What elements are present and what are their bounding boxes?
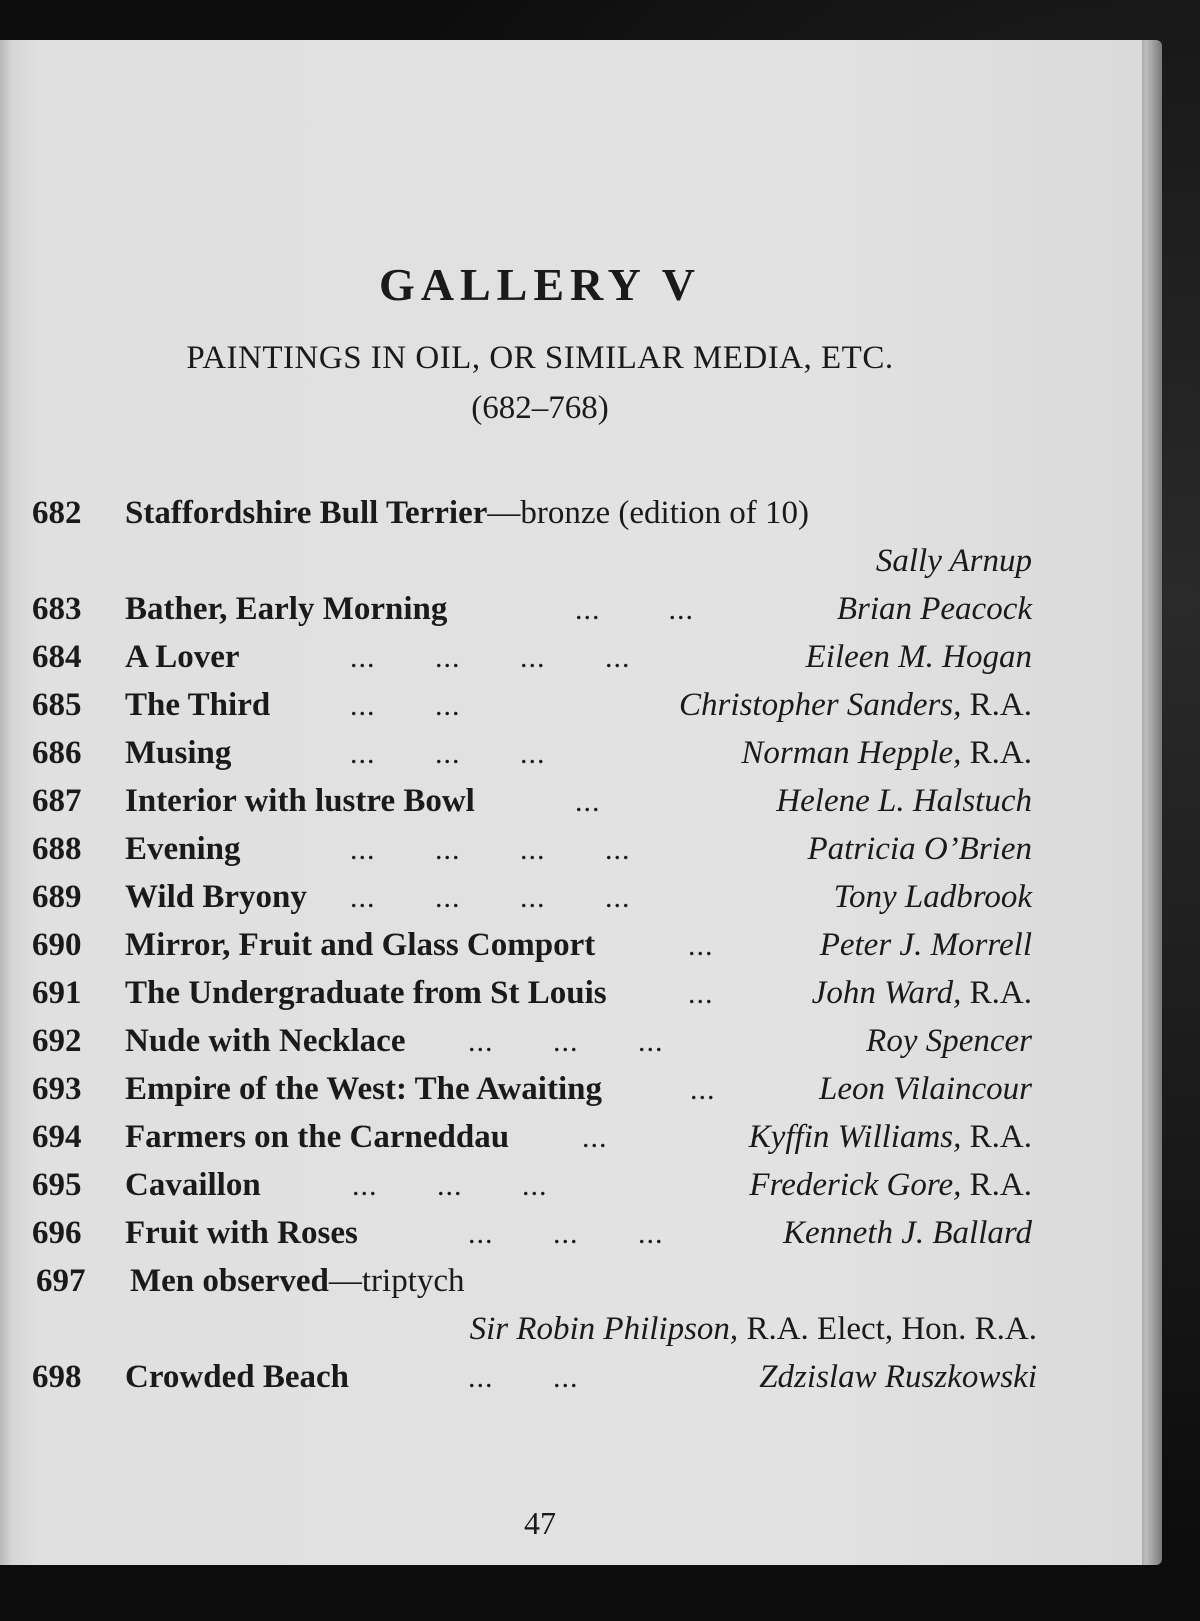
leader-dots: ... xyxy=(575,785,601,818)
entry-title: Wild Bryony xyxy=(125,879,307,915)
entry-number: 691 xyxy=(32,975,82,1011)
entry-artist: Helene L. Halstuch xyxy=(776,783,1032,819)
entry-artist: Kyffin Williams, R.A. xyxy=(748,1119,1032,1155)
entry-number: 692 xyxy=(32,1023,82,1059)
entry-number: 698 xyxy=(32,1359,82,1395)
entry-title: Farmers on the Carneddau xyxy=(125,1119,510,1155)
entry-title: A Lover xyxy=(125,639,240,675)
leader-dots: ... ... xyxy=(575,593,694,626)
entry-artist: Zdzislaw Ruszkowski xyxy=(759,1359,1037,1395)
entry-number: 695 xyxy=(32,1167,82,1203)
entry-number: 694 xyxy=(32,1119,82,1155)
entry-title: Men observed—triptych xyxy=(130,1263,465,1299)
entry-artist: Christopher Sanders, R.A. xyxy=(679,687,1032,723)
leader-dots: ... ... xyxy=(350,689,461,722)
entry-artist: Frederick Gore, R.A. xyxy=(749,1167,1032,1203)
entry-title: Interior with lustre Bowl xyxy=(125,783,475,819)
leader-dots: ... ... ... xyxy=(350,737,546,770)
gallery-title: GALLERY V xyxy=(378,259,702,310)
entry-title: Staffordshire Bull Terrier—bronze (edition of 10) xyxy=(125,495,810,531)
entry-title: Fruit with Roses xyxy=(125,1215,358,1251)
entry-artist: Kenneth J. Ballard xyxy=(783,1215,1032,1251)
entry-number: 687 xyxy=(32,783,82,819)
entry-number: 685 xyxy=(32,687,82,723)
entry-artist: Roy Spencer xyxy=(866,1023,1032,1059)
entry-artist: Patricia O’Brien xyxy=(807,831,1032,867)
entry-title: The Third xyxy=(125,687,271,723)
leader-dots: ... xyxy=(690,1073,716,1106)
leader-dots: ... ... ... ... xyxy=(350,641,631,674)
entry-list xyxy=(0,40,1142,1565)
section-subtitle: PAINTINGS IN OIL, OR SIMILAR MEDIA, ETC. xyxy=(186,340,894,376)
leader-dots: ... ... ... xyxy=(468,1217,664,1250)
entry-number: 686 xyxy=(32,735,82,771)
entry-number: 697 xyxy=(36,1263,86,1299)
catalogue-range: (682–768) xyxy=(471,390,609,426)
entry-number: 683 xyxy=(32,591,82,627)
entry-artist: Sir Robin Philipson, R.A. Elect, Hon. R.A. xyxy=(469,1311,1037,1347)
entry-number: 693 xyxy=(32,1071,82,1107)
leader-dots: ... ... ... ... xyxy=(350,833,631,866)
leader-dots: ... xyxy=(688,977,714,1010)
entry-title: Empire of the West: The Awaiting xyxy=(125,1071,602,1107)
entry-artist: Sally Arnup xyxy=(875,543,1032,579)
entry-title: The Undergraduate from St Louis xyxy=(125,975,607,1011)
entry-title: Mirror, Fruit and Glass Comport xyxy=(125,927,596,963)
entry-number: 689 xyxy=(32,879,82,915)
catalogue-page xyxy=(0,40,1142,1565)
entry-number: 684 xyxy=(32,639,82,675)
entry-title: Cavaillon xyxy=(125,1167,261,1203)
entry-artist: John Ward, R.A. xyxy=(811,975,1032,1011)
leader-dots: ... xyxy=(688,929,714,962)
entry-artist: Peter J. Morrell xyxy=(819,927,1032,963)
entry-title: Crowded Beach xyxy=(125,1359,349,1395)
leader-dots: ... ... ... xyxy=(352,1169,548,1202)
entry-number: 682 xyxy=(32,495,82,531)
leader-dots: ... xyxy=(582,1121,608,1154)
entry-title: Musing xyxy=(125,735,232,771)
entry-artist: Tony Ladbrook xyxy=(833,879,1032,915)
entry-number: 690 xyxy=(32,927,82,963)
entry-title: Evening xyxy=(125,831,241,867)
entry-artist: Brian Peacock xyxy=(836,591,1032,627)
leader-dots: ... ... ... xyxy=(468,1025,664,1058)
page-number: 47 xyxy=(524,1505,556,1541)
entry-number: 696 xyxy=(32,1215,82,1251)
entry-artist: Leon Vilaincour xyxy=(819,1071,1032,1107)
entry-number: 688 xyxy=(32,831,82,867)
entry-title: Bather, Early Morning xyxy=(125,591,448,627)
entry-title: Nude with Necklace xyxy=(125,1023,406,1059)
leader-dots: ... ... xyxy=(468,1361,579,1394)
entry-artist: Norman Hepple, R.A. xyxy=(741,735,1032,771)
entry-artist: Eileen M. Hogan xyxy=(805,639,1032,675)
leader-dots: ... ... ... ... xyxy=(350,881,631,914)
